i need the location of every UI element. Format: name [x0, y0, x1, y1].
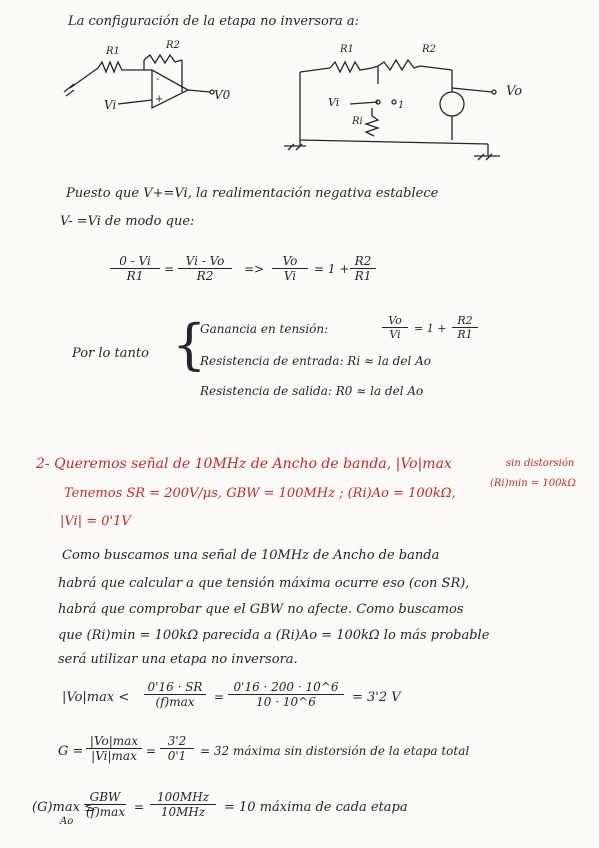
- eq1-f3-den: Vi: [283, 269, 297, 283]
- output-resistance-text: Resistencia de salida: R0 ≈ la del Ao: [200, 384, 424, 398]
- therefore-label: Por lo tanto: [72, 346, 149, 361]
- eqgbw-f2-den: 10MHz: [160, 805, 206, 819]
- eqvo-f2-den: 10 · 10^6: [256, 695, 316, 709]
- gain-fraction-2: [452, 314, 478, 341]
- eqvo-f1-den: (f)max: [155, 695, 195, 709]
- eq1-f2-den: R2: [196, 269, 214, 283]
- gain-label: Ganancia en tensión:: [200, 322, 329, 336]
- eqg-result: = 32 máxima sin distorsión de la etapa total: [200, 744, 470, 758]
- eq1-f1-den: R1: [126, 269, 144, 283]
- eqvo-equals: =: [214, 690, 225, 704]
- eqg-fraction-1: [86, 734, 142, 763]
- eqvo-fraction-2: [228, 680, 344, 709]
- gain-mid: = 1 +: [414, 322, 447, 335]
- gain-f2-den: R1: [457, 328, 473, 341]
- right-node-one: 1: [398, 100, 405, 111]
- eqgbw-equals: =: [134, 800, 145, 814]
- eqg-f1-num: |Vo|max: [86, 734, 142, 749]
- right-vi-label: Vi: [328, 96, 340, 109]
- eq1-fraction-3: [272, 254, 308, 283]
- feedback-line1: Puesto que V+=Vi, la realimentación negativa establece: [66, 186, 439, 201]
- problem2-aside-right: (Ri)min = 100kΩ: [490, 478, 576, 489]
- left-r1-label: R1: [106, 46, 120, 57]
- left-vo-label: V0: [214, 88, 231, 102]
- eqvo-fraction-1: [144, 680, 206, 709]
- eqgbw-result: = 10 máxima de cada etapa: [224, 800, 408, 815]
- gain-f1-num: Vo: [382, 314, 408, 328]
- eq1-equals: =: [164, 262, 175, 276]
- eqg-f2-num: 3'2: [160, 734, 194, 749]
- left-circuit: [64, 55, 214, 108]
- left-r2-label: R2: [166, 40, 180, 51]
- right-circuit: [284, 60, 500, 160]
- eqvo-f1-num: 0'16 · SR: [144, 680, 206, 695]
- eq1-fraction-2: [178, 254, 232, 283]
- eq1-f3-num: Vo: [272, 254, 308, 269]
- right-r2-label: R2: [422, 44, 436, 55]
- eqg-equals: =: [146, 744, 157, 758]
- eqg-f2-den: 0'1: [167, 749, 187, 763]
- eqgbw-f2-num: 100MHz: [150, 790, 216, 805]
- eq1-f2-num: Vi - Vo: [178, 254, 232, 269]
- left-vi-label: Vi: [104, 98, 117, 112]
- paragraph-line4: que (Ri)min = 100kΩ parecida a (Ri)Ao = 100kΩ lo más probable: [58, 628, 490, 643]
- eq1-arrow: =>: [244, 262, 265, 276]
- eqvo-f2-num: 0'16 · 200 · 10^6: [228, 680, 344, 695]
- eqg-f1-den: |Vi|max: [91, 749, 137, 763]
- eqvo-result: = 3'2 V: [352, 690, 401, 705]
- eq1-rhs: = 1 +: [314, 262, 350, 276]
- paragraph-line2: habrá que calcular a que tensión máxima ocurre eso (con SR),: [58, 576, 470, 591]
- eq1-f4-den: R1: [354, 269, 372, 283]
- eq1-fraction-4: [350, 254, 376, 283]
- right-vo-label: Vo: [506, 84, 523, 99]
- eqgbw-f1-den: (f)max: [86, 805, 126, 819]
- eq1-f1-num: 0 - Vi: [110, 254, 160, 269]
- left-minus-label: -: [156, 74, 160, 85]
- gain-f2-num: R2: [452, 314, 478, 328]
- eqg-fraction-2: [160, 734, 194, 763]
- eqvo-lhs: |Vo|max <: [62, 690, 130, 705]
- feedback-line2: V- =Vi de modo que:: [60, 214, 195, 229]
- input-resistance-text: Resistencia de entrada: Ri ≈ la del Ao: [200, 354, 431, 368]
- gain-f1-den: Vi: [389, 328, 401, 341]
- eqgbw-f1-num: GBW: [84, 790, 126, 805]
- eqgbw-lhs: (G)max ≤: [32, 800, 95, 815]
- right-ri-label: Ri: [352, 116, 363, 127]
- eq1-f4-num: R2: [350, 254, 376, 269]
- paragraph-line1: Como buscamos una señal de 10MHz de Ancho de banda: [62, 548, 440, 563]
- left-plus-label: +: [155, 94, 164, 105]
- header-text: La configuración de la etapa no inversora a:: [68, 14, 359, 29]
- eqgbw-lhs-sub: Ao: [60, 816, 74, 827]
- problem2-aside-top: sin distorsión: [506, 458, 575, 469]
- problem2-line3: |Vi| = 0'1V: [60, 514, 131, 529]
- eq1-fraction-1: [110, 254, 160, 283]
- eqgbw-fraction-2: [150, 790, 216, 819]
- problem2-line2: Tenemos SR = 200V/μs, GBW = 100MHz ; (Ri)Ao = 100kΩ,: [64, 486, 456, 501]
- problem2-line1: 2- Queremos señal de 10MHz de Ancho de banda, |Vo|max: [36, 456, 452, 472]
- paragraph-line3: habrá que comprobar que el GBW no afecte. Como buscamos: [58, 602, 464, 617]
- gain-fraction-1: [382, 314, 408, 341]
- curly-brace: {: [172, 313, 207, 376]
- eqg-lhs: G =: [58, 744, 84, 759]
- paragraph-line5: será utilizar una etapa no inversora.: [58, 652, 298, 667]
- right-r1-label: R1: [340, 44, 354, 55]
- eqgbw-fraction-1: [84, 790, 126, 819]
